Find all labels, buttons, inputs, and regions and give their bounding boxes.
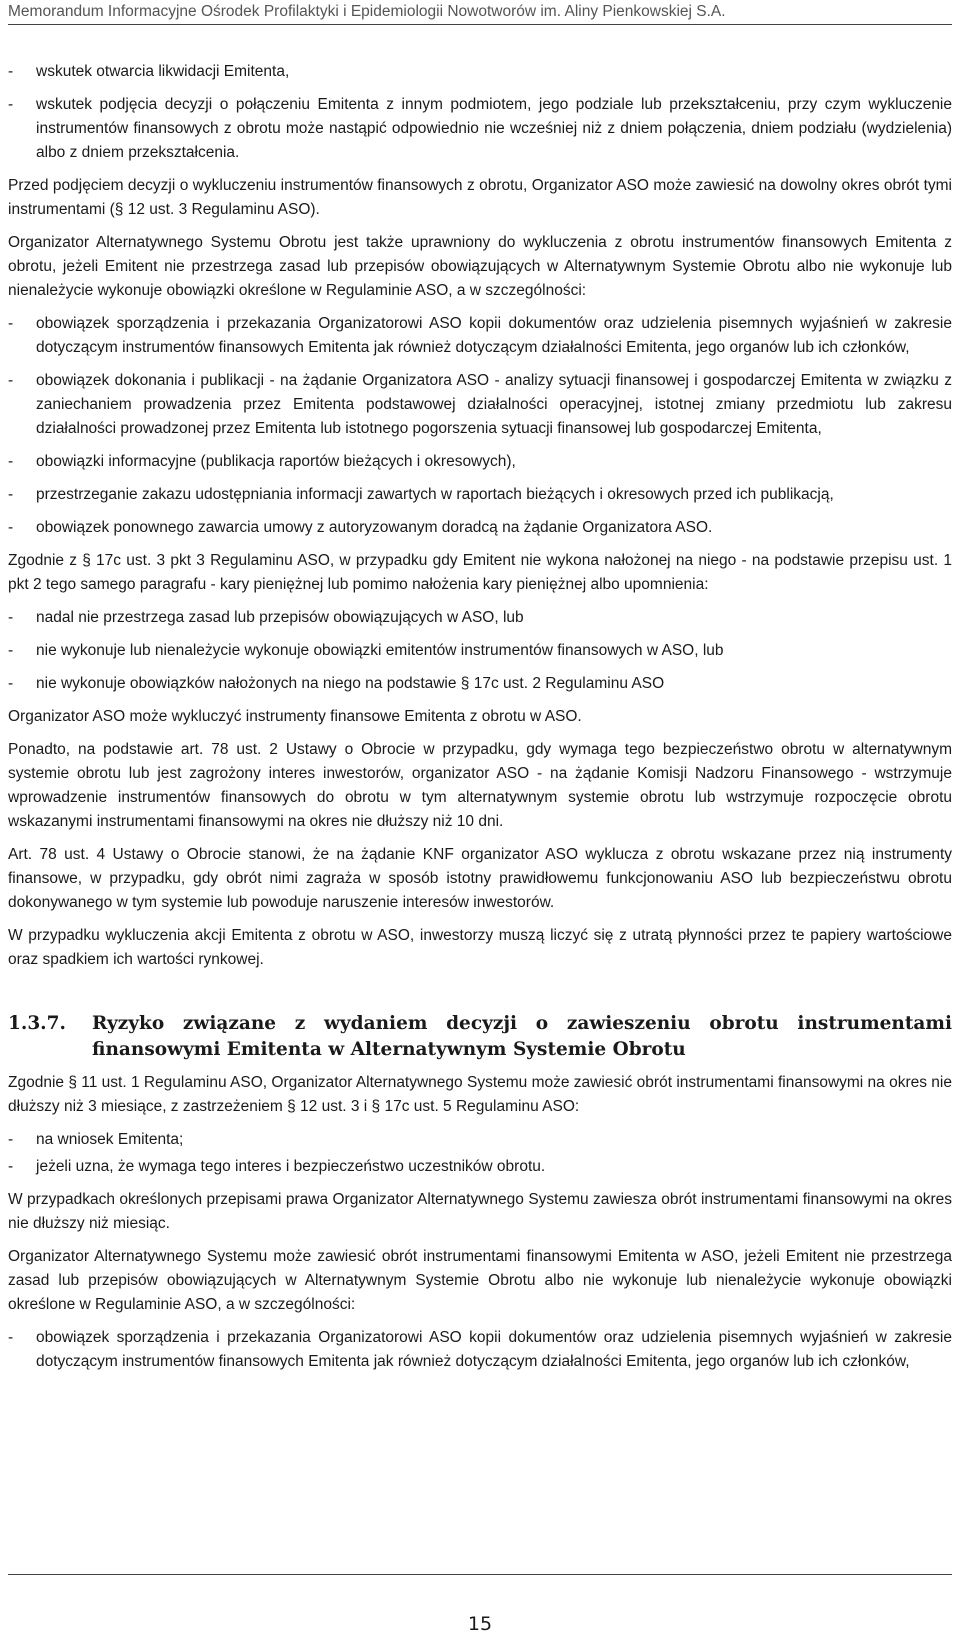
bullet-dash: - bbox=[8, 63, 14, 80]
paragraph: Ponadto, na podstawie art. 78 ust. 2 Ustawy o Obrocie w przypadku, gdy wymaga tego bezpieczeństwo obrotu w alternatywnym systemie obrotu lub jest zagrożony interes inwestorów, organizator ASO - na żądanie Komisji Nadzoru Finansowego - wstrzymuje wprowadzenie instrumentów finansowych do obrotu w tym alternatywnym systemie obrotu lub wstrzymuje rozpoczęcie obrotu wskazanymi instrumentami finansowymi na okres nie dłuższy niż 10 dni. bbox=[8, 741, 952, 830]
footer-divider bbox=[8, 1574, 952, 1575]
bullet-dash: - bbox=[8, 96, 14, 113]
list-item bbox=[8, 369, 952, 441]
paragraph: Organizator Alternatywnego Systemu może zawiesić obrót instrumentami finansowymi Emitenta w ASO, jeżeli Emitent nie przestrzega zasad lub przepisów obowiązujących w Alternatywnym Systemie Obrotu albo nie wykonuje lub nienależycie wykonuje obowiązki określone w Regulaminie ASO, a w szczególności: bbox=[8, 1248, 952, 1313]
list-item-text: wskutek otwarcia likwidacji Emitenta, bbox=[36, 63, 290, 80]
list-item bbox=[8, 672, 952, 696]
section-number: 1.3.7. bbox=[8, 1013, 66, 1034]
list-item bbox=[8, 1155, 952, 1179]
spacer bbox=[8, 981, 952, 1011]
bullet-dash: - bbox=[8, 486, 14, 503]
list-item bbox=[8, 60, 952, 84]
bullet-dash: - bbox=[8, 609, 14, 626]
list-item-text: nie wykonuje obowiązków nałożonych na niego na podstawie § 17c ust. 2 Regulaminu ASO bbox=[36, 675, 665, 692]
page-number: 15 bbox=[467, 1613, 493, 1635]
list-item-text: obowiązki informacyjne (publikacja raportów bieżących i okresowych), bbox=[36, 453, 516, 470]
paragraph: Przed podjęciem decyzji o wykluczeniu instrumentów finansowych z obrotu, Organizator ASO może zawiesić na dowolny okres obrót tymi instrumentami (§ 12 ust. 3 Regulaminu ASO). bbox=[8, 177, 952, 218]
bullet-dash: - bbox=[8, 1158, 14, 1175]
paragraph: W przypadkach określonych przepisami prawa Organizator Alternatywnego Systemu zawiesza obrót instrumentami finansowymi na okres nie dłuższy niż miesiąc. bbox=[8, 1191, 952, 1232]
section-heading bbox=[8, 1011, 952, 1063]
list-item bbox=[8, 93, 952, 165]
list-item-text: obowiązek sporządzenia i przekazania Organizatorowi ASO kopii dokumentów oraz udzielenia pisemnych wyjaśnień w zakresie dotyczącym instrumentów finansowych Emitenta jak również dotyczącym działalności Emitenta, jego organów lub ich członków, bbox=[36, 1329, 952, 1370]
list-item-text: nie wykonuje lub nienależycie wykonuje obowiązki emitentów instrumentów finansowych w ASO, lub bbox=[36, 642, 724, 659]
bullet-dash: - bbox=[8, 315, 14, 332]
list-item bbox=[8, 312, 952, 360]
paragraph: W przypadku wykluczenia akcji Emitenta z obrotu w ASO, inwestorzy muszą liczyć się z utratą płynności przez te papiery wartościowe oraz spadkiem ich wartości rynkowej. bbox=[8, 927, 952, 968]
list-item bbox=[8, 1326, 952, 1374]
list-item bbox=[8, 606, 952, 630]
paragraph: Organizator Alternatywnego Systemu Obrotu jest także uprawniony do wykluczenia z obrotu instrumentów finansowych Emitenta z obrotu, jeżeli Emitent nie przestrzega zasad lub przepisów obowiązujących w Alternatywnym Systemie Obrotu albo nie wykonuje lub nienależycie wykonuje obowiązki określone w Regulaminie ASO, a w szczególności: bbox=[8, 234, 952, 299]
bullet-dash: - bbox=[8, 642, 14, 659]
list-item bbox=[8, 516, 952, 540]
bullet-dash: - bbox=[8, 675, 14, 692]
bullet-dash: - bbox=[8, 519, 14, 536]
paragraph: Zgodnie § 11 ust. 1 Regulaminu ASO, Organizator Alternatywnego Systemu może zawiesić obrót instrumentami finansowymi na okres nie dłuższy niż 3 miesiące, z zastrzeżeniem § 12 ust. 3 i § 17c ust. 5 Regulaminu ASO: bbox=[8, 1074, 952, 1115]
page-header: Memorandum Informacyjne Ośrodek Profilaktyki i Epidemiologii Nowotworów im. Aliny Pienkowskiej S.A. bbox=[8, 0, 952, 25]
paragraph: Art. 78 ust. 4 Ustawy o Obrocie stanowi, że na żądanie KNF organizator ASO wyklucza z obrotu wskazane przez nią instrumenty finansowe, w przypadku, gdy obrót nimi zagraża w sposób istotny prawidłowemu funkcjonowaniu ASO lub bezpieczeństwu obrotu dokonywanego w tym systemie lub powoduje naruszenie interesów inwestorów. bbox=[8, 846, 952, 911]
list-item-text: nadal nie przestrzega zasad lub przepisów obowiązujących w ASO, lub bbox=[36, 609, 524, 626]
document-body bbox=[8, 60, 952, 1383]
bullet-dash: - bbox=[8, 372, 14, 389]
list-item-text: obowiązek sporządzenia i przekazania Organizatorowi ASO kopii dokumentów oraz udzielenia pisemnych wyjaśnień w zakresie dotyczącym instrumentów finansowych Emitenta jak również dotyczącym działalności Emitenta, jego organów lub ich członków, bbox=[36, 315, 952, 356]
list-item bbox=[8, 639, 952, 663]
list-item-text: obowiązek ponownego zawarcia umowy z autoryzowanym doradcą na żądanie Organizatora ASO. bbox=[36, 519, 713, 536]
list-item bbox=[8, 483, 952, 507]
list-item-text: jeżeli uzna, że wymaga tego interes i bezpieczeństwo uczestników obrotu. bbox=[36, 1158, 546, 1175]
list-item-text: wskutek podjęcia decyzji o połączeniu Emitenta z innym podmiotem, jego podziale lub przekształceniu, przy czym wykluczenie instrumentów finansowych z obrotu może nastąpić odpowiednio nie wcześniej niż z dniem połączenia, dniem podziału (wydzielenia) albo z dniem przekształcenia. bbox=[36, 96, 952, 161]
list-item bbox=[8, 1128, 952, 1152]
list-item-text: obowiązek dokonania i publikacji - na żądanie Organizatora ASO - analizy sytuacji finansowej i gospodarczej Emitenta w związku z zaniechaniem prowadzenia przez Emitenta podstawowej działalności operacyjnej, istotnej zmiany przedmiotu lub zakresu działalności prowadzonej przez Emitenta lub istotnego pogorszenia sytuacji finansowej lub gospodarczej Emitenta, bbox=[36, 372, 952, 437]
paragraph: Zgodnie z § 17c ust. 3 pkt 3 Regulaminu ASO, w przypadku gdy Emitent nie wykona nałożonej na niego - na podstawie przepisu ust. 1 pkt 2 tego samego paragrafu - kary pieniężnej lub pomimo nałożenia kary pieniężnej albo upomnienia: bbox=[8, 552, 952, 593]
bullet-dash: - bbox=[8, 453, 14, 470]
list-item-text: przestrzeganie zakazu udostępniania informacji zawartych w raportach bieżących i okresowych przed ich publikacją, bbox=[36, 486, 834, 503]
paragraph: Organizator ASO może wykluczyć instrumenty finansowe Emitenta z obrotu w ASO. bbox=[8, 708, 582, 725]
bullet-dash: - bbox=[8, 1329, 14, 1346]
list-item-text: na wniosek Emitenta; bbox=[36, 1131, 184, 1148]
section-title: Ryzyko związane z wydaniem decyzji o zawieszeniu obrotu instrumentami finansowymi Emitenta w Alternatywnym Systemie Obrotu bbox=[92, 1013, 952, 1060]
bullet-dash: - bbox=[8, 1131, 14, 1148]
list-item bbox=[8, 450, 952, 474]
